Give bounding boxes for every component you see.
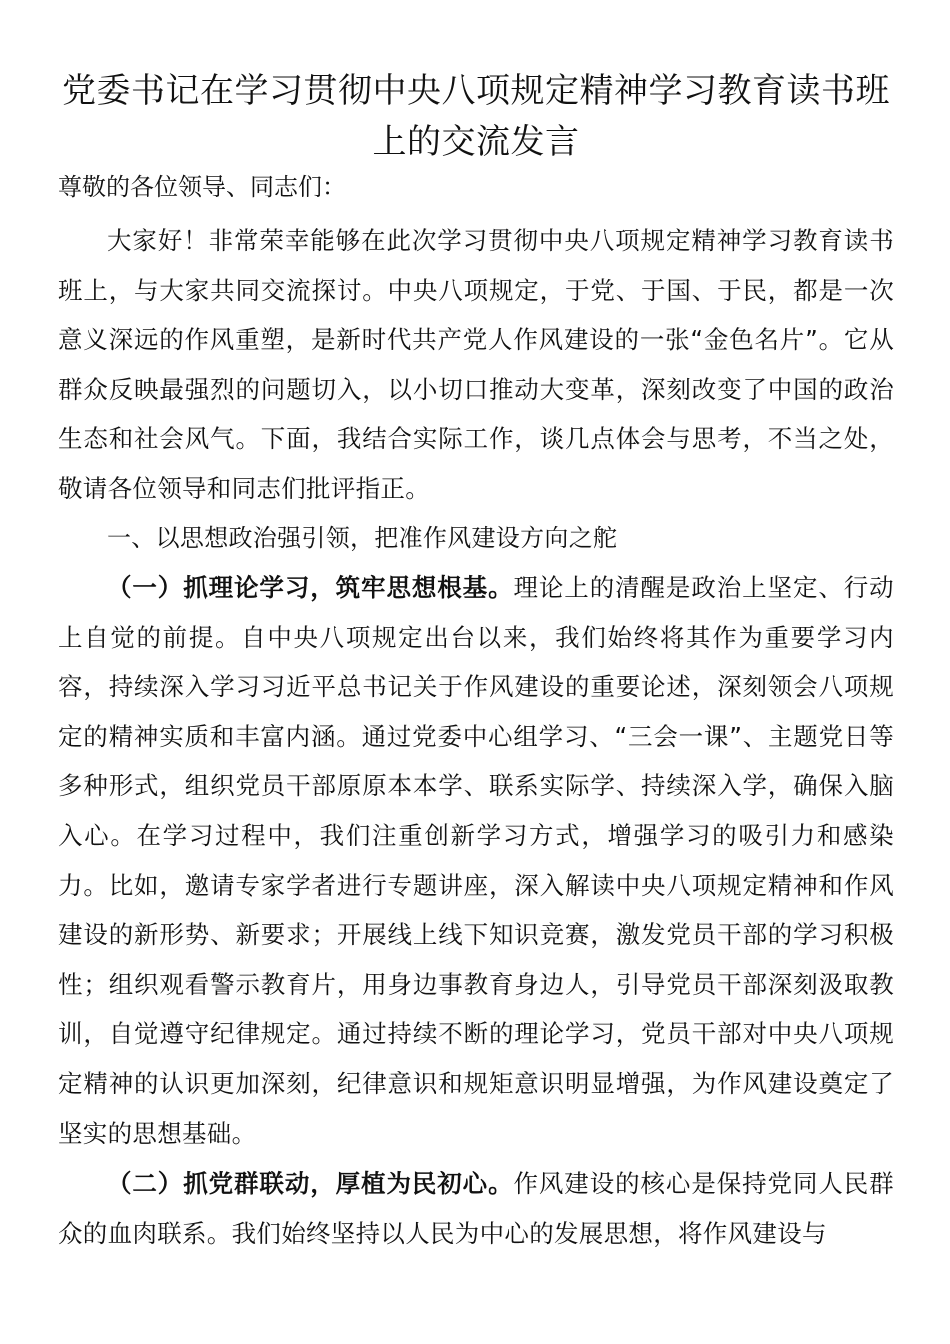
paragraph-text: 作风建设的核心是保持党同人民群众的血肉联系。我们始终坚持以人民为中心的发展思想，将作风建设与 <box>58 1169 894 1248</box>
document-title: 党委书记在学习贯彻中央八项规定精神学习教育读书班上的交流发言 <box>62 71 890 162</box>
sub-heading: （一）抓理论学习，筑牢思想根基。 <box>107 573 514 602</box>
intro-paragraph: 大家好！非常荣幸能够在此次学习贯彻中央八项规定精神学习教育读书班上，与大家共同交流探讨。中央八项规定，于党、于国、于民，都是一次意义深远的作风重塑，是新时代共产党人作风建设的一张“金色名片”。它从群众反映最强烈的问题切入，以小切口推动大变革，深刻改变了中国的政治生态和社会风气。下面，我结合实际工作，谈几点体会与思考，不当之处，敬请各位领导和同志们批评指正。 <box>58 226 894 503</box>
paragraph-text: 理论上的清醒是政治上坚定、行动上自觉的前提。自中央八项规定出台以来，我们始终将其作为重要学习内容，持续深入学习习近平总书记关于作风建设的重要论述，深刻领会八项规定的精神实质和丰富内涵。通过党委中心组学习、“三会一课”、主题党日等多种形式，组织党员干部原原本本学、联系实际学、持续深入学，确保入脑入心。在学习过程中，我们注重创新学习方式，增强学习的吸引力和感染力。比如，邀请专家学者进行专题讲座，深入解读中央八项规定精神和作风建设的新形势、新要求；开展线上线下知识竞赛，激发党员干部的学习积极性；组织观看警示教育片，用身边事教育身边人，引导党员干部深刻汲取教训，自觉遵守纪律规定。通过持续不断的理论学习，党员干部对中央八项规定精神的认识更加深刻，纪律意识和规矩意识明显增强，为作风建设奠定了坚实的思想基础。 <box>58 573 894 1148</box>
body-paragraph <box>58 563 894 1158</box>
salutation: 尊敬的各位领导、同志们： <box>58 173 346 201</box>
body-paragraph <box>58 1159 894 1258</box>
section-heading: 一、以思想政治强引领，把准作风建设方向之舵 <box>107 524 618 552</box>
sub-heading: （二）抓党群联动，厚植为民初心。 <box>107 1169 514 1198</box>
